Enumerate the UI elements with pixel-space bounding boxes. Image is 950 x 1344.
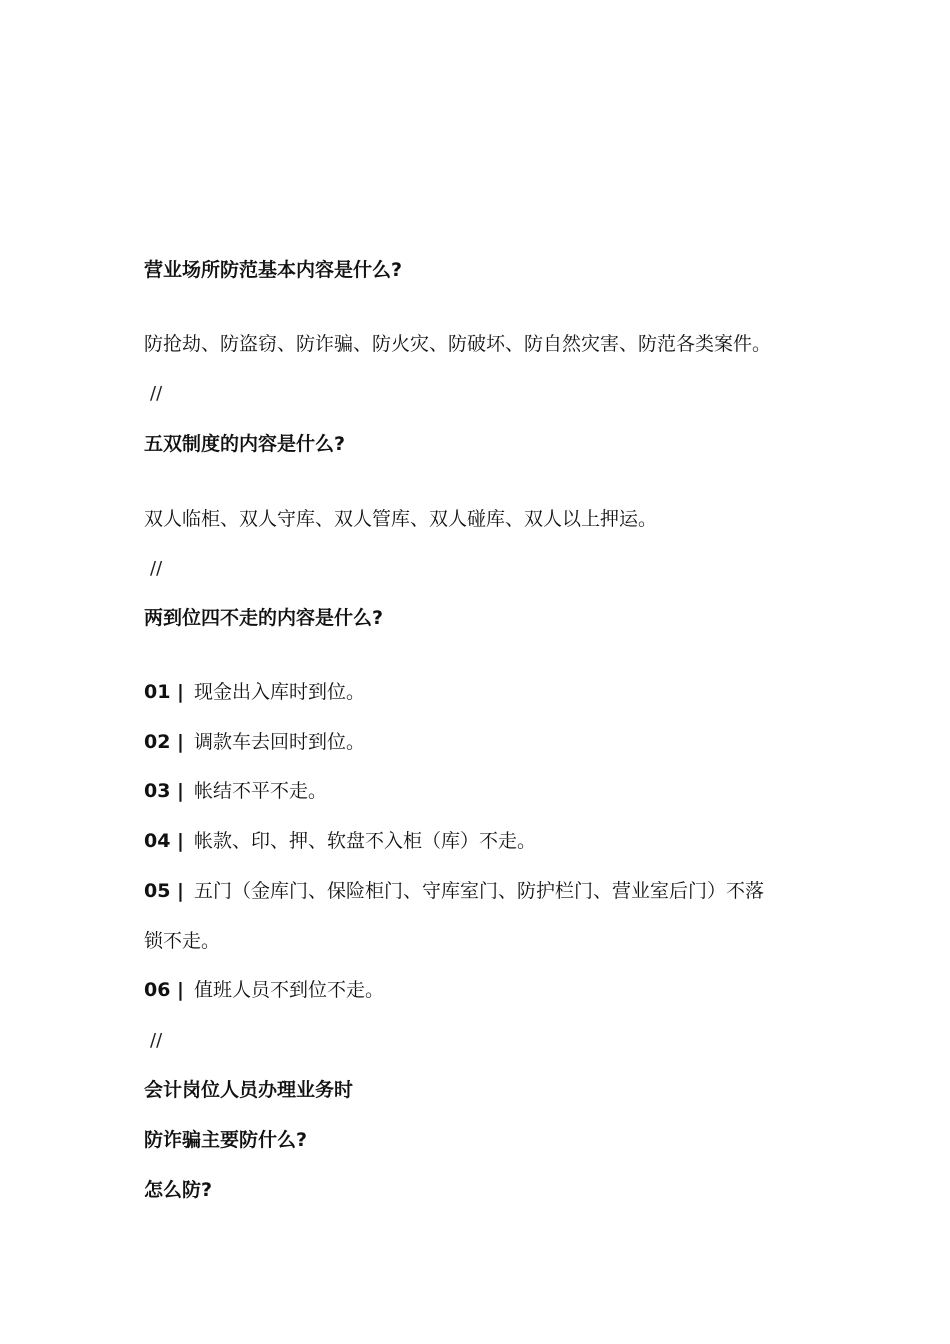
list-item-text: 现金出入库时到位。 xyxy=(194,681,366,703)
list-item-continuation: 锁不走。 xyxy=(144,930,221,952)
section-2-question: 五双制度的内容是什么? xyxy=(144,433,346,455)
list-item-text: 帐款、印、押、软盘不入柜（库）不走。 xyxy=(194,830,537,852)
list-item-text: 调款车去回时到位。 xyxy=(194,731,366,753)
list-item-text: 值班人员不到位不走。 xyxy=(194,979,385,1001)
section-1-answer: 防抢劫、防盗窃、防诈骗、防火灾、防破坏、防自然灾害、防范各类案件。 xyxy=(144,333,772,355)
section-1-question: 营业场所防范基本内容是什么? xyxy=(144,259,403,281)
list-item xyxy=(144,828,536,854)
list-item-number: 06 | xyxy=(144,979,184,1001)
list-item xyxy=(144,977,384,1003)
section-separator: // xyxy=(150,558,163,579)
list-item-number: 04 | xyxy=(144,830,184,852)
section-separator: // xyxy=(150,1030,163,1051)
list-item-number: 05 | xyxy=(144,880,184,902)
list-item-number: 02 | xyxy=(144,731,184,753)
section-4-question-line-3: 怎么防? xyxy=(144,1179,213,1201)
list-item-text: 帐结不平不走。 xyxy=(194,780,328,802)
list-item xyxy=(144,729,365,755)
list-item-number: 01 | xyxy=(144,681,184,703)
section-separator: // xyxy=(150,383,163,404)
list-item xyxy=(144,679,365,705)
section-2-answer: 双人临柜、双人守库、双人管库、双人碰库、双人以上押运。 xyxy=(144,508,658,530)
section-4-question-line-1: 会计岗位人员办理业务时 xyxy=(144,1079,354,1101)
list-item xyxy=(144,778,327,804)
section-3-question: 两到位四不走的内容是什么? xyxy=(144,607,384,629)
section-4-question-line-2: 防诈骗主要防什么? xyxy=(144,1129,308,1151)
list-item xyxy=(144,878,764,904)
list-item-text: 五门（金库门、保险柜门、守库室门、防护栏门、营业室后门）不落 xyxy=(194,880,765,902)
list-item-number: 03 | xyxy=(144,780,184,802)
